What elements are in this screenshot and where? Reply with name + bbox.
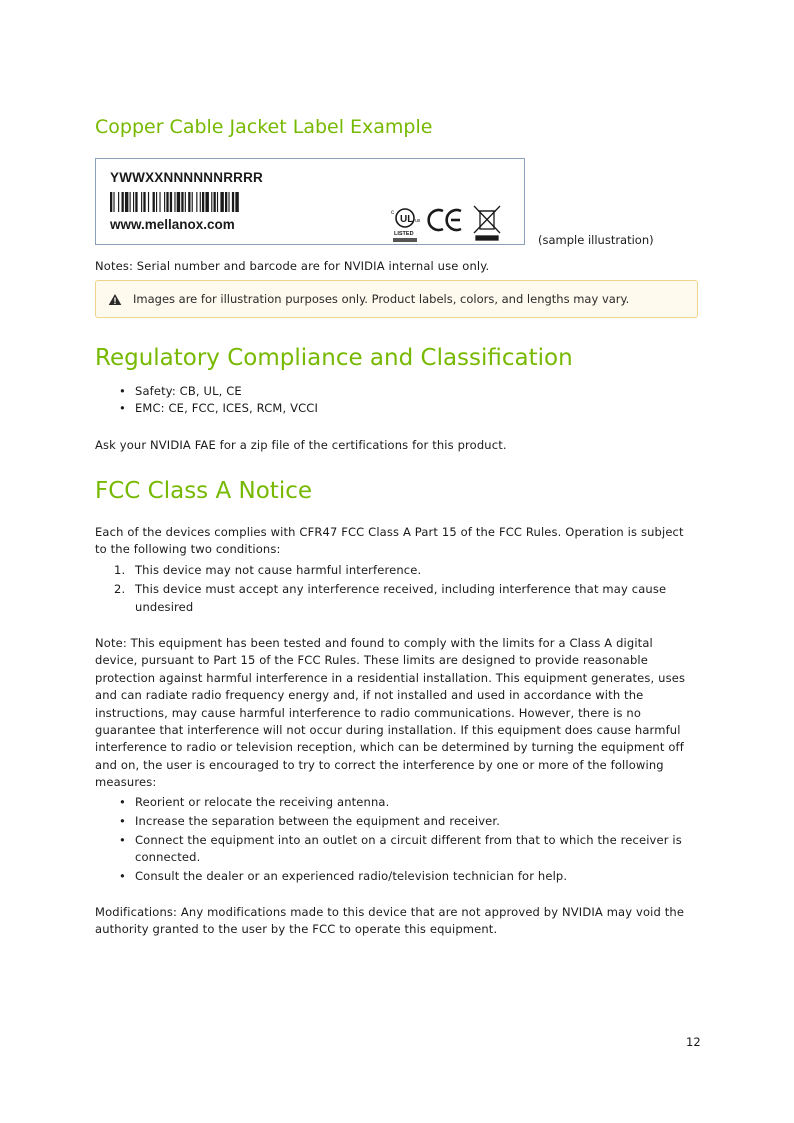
page-number: 12 (686, 1035, 701, 1049)
fcc-heading: FCC Class A Notice (95, 478, 313, 504)
barcode-bar (192, 192, 193, 212)
text-line: guarantee that interference will not occur during installation. If this equipment does cause harmful (95, 723, 681, 738)
cable-label-illustration (95, 158, 525, 245)
list-number: 1. (114, 563, 126, 577)
barcode-bar (177, 192, 180, 212)
fcc-conditions-list (95, 562, 715, 616)
text-line: This device must accept any interference received, including interference that may cause (135, 582, 667, 597)
barcode-bar (156, 192, 157, 212)
text-line: and on, the user is encouraged to try to correct the interference by one or more of the following (95, 757, 664, 772)
list-item: • EMC: CE, FCC, ICES, RCM, VCCI (95, 400, 715, 417)
warning-text: Images are for illustration purposes only. Product labels, colors, and lengths may vary. (133, 292, 630, 306)
barcode-bar (235, 192, 238, 212)
text-line: undesired (135, 599, 194, 614)
text-line: instructions, may cause harmful interference to radio communications. However, there is no (95, 705, 642, 720)
text-line: • Consult the dealer or an experienced radio/television technician for help. (135, 869, 568, 884)
svg-text:UL: UL (400, 214, 414, 225)
barcode-bar (232, 192, 234, 212)
list-number: 2. (114, 582, 126, 597)
barcode-bar (217, 192, 218, 212)
ul-listed-icon (391, 209, 421, 242)
text-line: Note: This equipment has been tested and found to comply with the limits for a Class A digital (95, 636, 653, 650)
barcode-bar (148, 192, 149, 212)
text-line: This device may not cause harmful interference. (135, 563, 422, 577)
list-item (95, 868, 715, 885)
warning-triangle-icon (108, 293, 122, 306)
barcode-bar (202, 192, 204, 212)
text-line: • Increase the separation between the equipment and receiver. (135, 813, 501, 828)
fcc-note-paragraph (95, 635, 715, 792)
notes-text: Notes: Serial number and barcode are for NVIDIA internal use only. (95, 259, 490, 273)
barcode-bar (174, 192, 175, 212)
barcode-bar (118, 192, 119, 212)
barcode-bar (228, 192, 229, 212)
barcode-bar (200, 192, 201, 212)
list-item (95, 581, 715, 616)
text-line: and can radiate radio frequency energy and, if not installed and used in accordance with the (95, 688, 644, 703)
modifications-paragraph (95, 904, 715, 939)
text-line: authority granted to the user by the FCC to operate this equipment. (95, 922, 498, 937)
text-line: protection against harmful interference in a residential installation. This equipment generates, uses (95, 670, 686, 685)
regulatory-heading: Regulatory Compliance and Classification (95, 345, 573, 371)
text-line: Each of the devices complies with CFR47 FCC Class A Part 15 of the FCC Rules. Operation is subject (95, 525, 684, 539)
fcc-intro (95, 524, 715, 559)
text-line: device, pursuant to Part 15 of the FCC Rules. These limits are designed to provide reasonable (95, 653, 648, 668)
barcode-bar (125, 192, 128, 212)
list-item (95, 832, 715, 867)
barcode-bar (225, 192, 227, 212)
weee-bin-icon (474, 206, 500, 240)
label-example-heading: Copper Cable Jacket Label Example (95, 116, 433, 138)
text-line: interference to radio or television reception, which can be determined by turning the equipment off (95, 740, 684, 755)
text-line: • Reorient or relocate the receiving antenna. (135, 795, 390, 809)
svg-text:c: c (391, 210, 394, 216)
barcode-bar (188, 192, 190, 212)
barcode-bar (141, 192, 142, 212)
barcode-bar (166, 192, 168, 212)
text-line: Modifications: Any modifications made to this device that are not approved by NVIDIA may void the (95, 905, 685, 919)
label-url: www.mellanox.com (110, 217, 235, 232)
barcode-bar (220, 192, 223, 212)
barcode-bar (196, 192, 197, 212)
ul-listed-text: LISTED (394, 231, 414, 237)
barcode-bar (130, 192, 131, 212)
list-item (95, 562, 715, 579)
barcode-bar (159, 192, 160, 212)
list-item: • Safety: CB, UL, CE (95, 383, 715, 400)
list-item (95, 794, 715, 811)
warning-box (95, 280, 698, 318)
barcode-bar (153, 192, 155, 212)
list-item (95, 813, 715, 830)
ce-mark-icon (429, 210, 461, 230)
barcode-bar (135, 192, 137, 212)
text-line: measures: (95, 775, 157, 790)
svg-text:us: us (415, 218, 421, 224)
text-line: • Connect the equipment into an outlet on a circuit different from that to which the receiver is (135, 832, 682, 847)
barcode-bar (133, 192, 134, 212)
barcode-bar (170, 192, 172, 212)
barcode-bar (122, 192, 124, 212)
barcode-bar (113, 192, 114, 212)
certification-marks (388, 203, 508, 247)
text-line: to the following two conditions: (95, 542, 281, 557)
certifications-note: Ask your NVIDIA FAE for a zip file of the certifications for this product. (95, 438, 507, 452)
illustration-caption: (sample illustration) (538, 233, 654, 247)
barcode-bar (205, 192, 208, 212)
fcc-measures-list (95, 794, 715, 886)
label-serial: YWWXXNNNNNNRRRR (110, 170, 263, 185)
barcode-bar (110, 192, 112, 212)
barcode-bar (214, 192, 216, 212)
text-line: connected. (135, 850, 201, 865)
barcode (110, 192, 350, 212)
barcode-bar (143, 192, 145, 212)
barcode-bar (164, 192, 165, 212)
regulatory-list (95, 383, 715, 418)
barcode-bar (211, 192, 212, 212)
barcode-bar (181, 192, 183, 212)
barcode-bar (185, 192, 186, 212)
